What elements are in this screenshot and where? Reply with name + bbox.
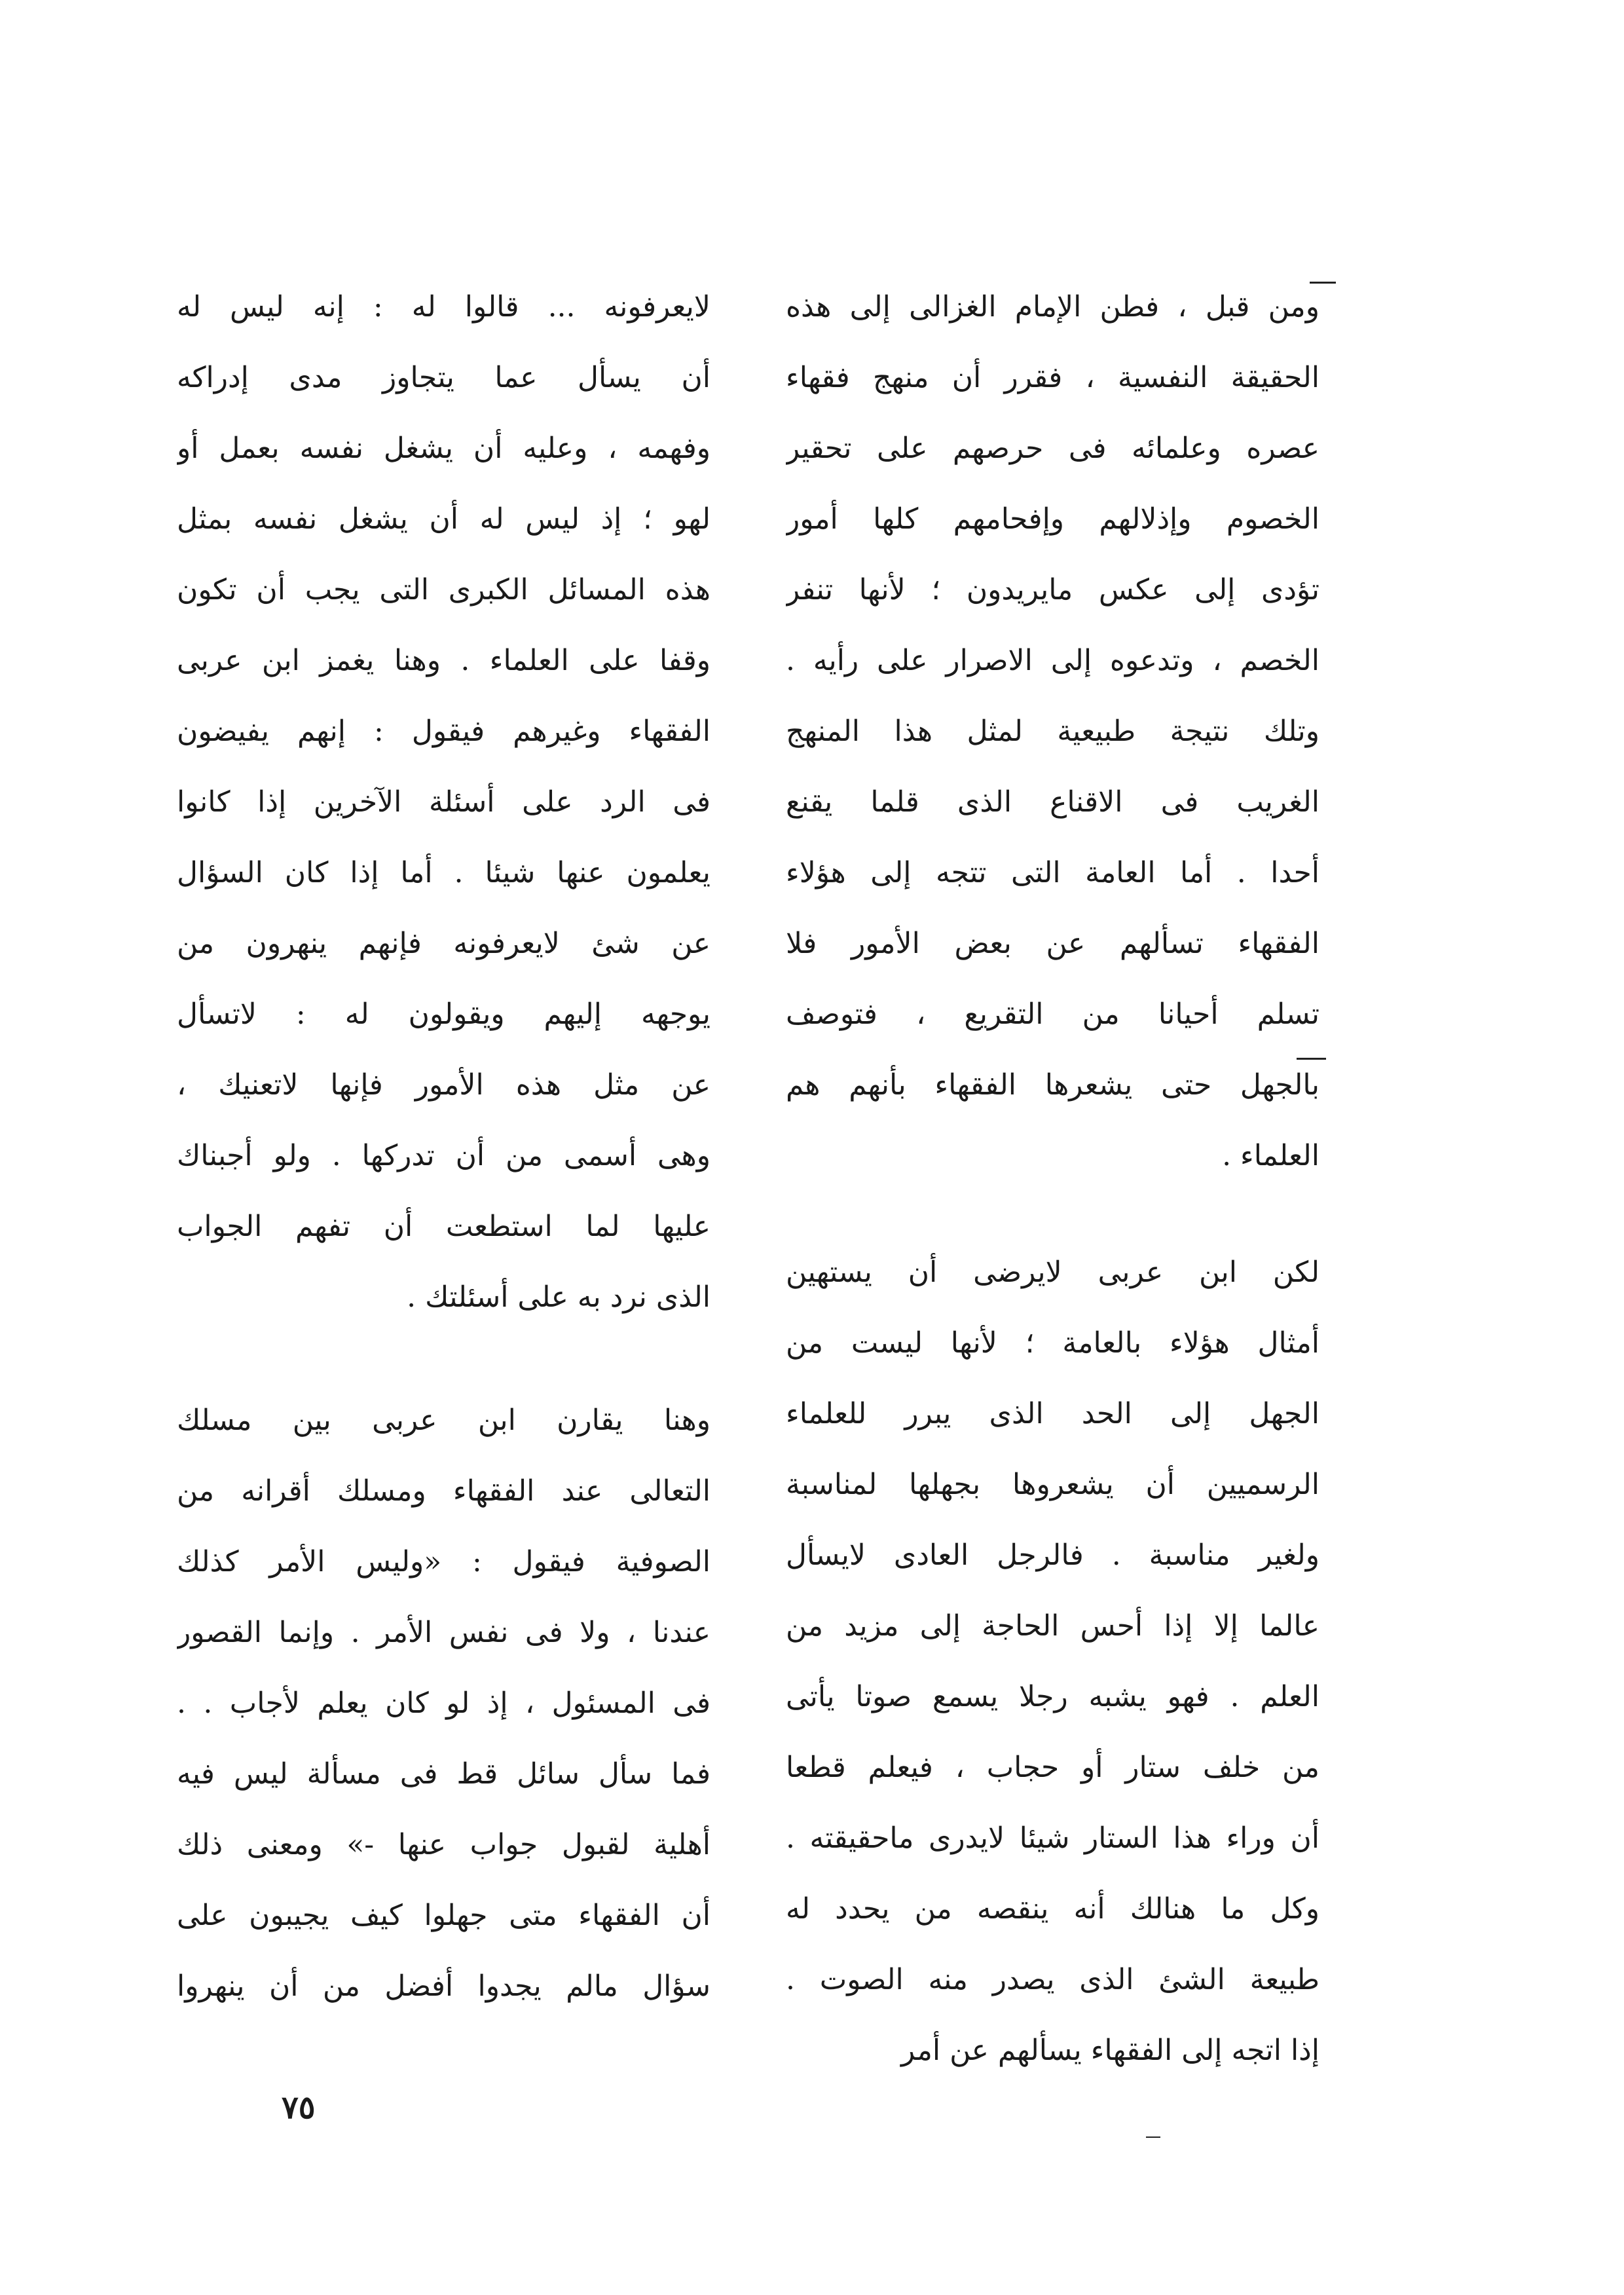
text-line: عالما إلا إذا أحس الحاجة إلى مزيد من [786, 1609, 1320, 1643]
text-line: ومن قبل ، فطن الإمام الغزالى إلى هذه [786, 290, 1320, 324]
text-line: أحدا . أما العامة التى تتجه إلى هؤلاء [786, 856, 1320, 889]
text-line: التعالى عند الفقهاء ومسلك أقرانه من [177, 1474, 710, 1508]
text-line: وقفا على العلماء . وهنا يغمز ابن عربى [177, 644, 710, 677]
left-paragraph-2 [177, 1385, 710, 2022]
text-line: عصره وعلمائه فى حرصهم على تحقير [786, 432, 1320, 465]
scan-mark [1310, 282, 1336, 284]
text-line: وفهمه ، وعليه أن يشغل نفسه بعمل أو [177, 432, 710, 465]
text-line: وهى أسمى من أن تدركها . ولو أجبناك [177, 1139, 710, 1172]
text-line: أن يسأل عما يتجاوز مدى إدراكه [177, 361, 710, 394]
text-line: فى المسئول ، إذ لو كان يعلم لأجاب . . [177, 1687, 710, 1720]
text-line: الذى نرد به على أسئلتك . [407, 1280, 710, 1314]
page-number: ٧٥ [282, 2089, 316, 2126]
text-line: هذه المسائل الكبرى التى يجب أن تكون [177, 573, 710, 606]
right-paragraph-2 [786, 1237, 1320, 2086]
text-line: أمثال هؤلاء بالعامة ؛ لأنها ليست من [786, 1326, 1320, 1360]
text-line: الجهل إلى الحد الذى يبرر للعلماء [786, 1397, 1320, 1430]
left-paragraph-1 [177, 272, 710, 1333]
text-line: لهو ؛ إذ ليس له أن يشغل نفسه بمثل [177, 502, 710, 536]
text-line: فى الرد على أسئلة الآخرين إذا كانوا [177, 785, 710, 819]
text-line: عندنا ، ولا فى نفس الأمر . وإنما القصور [177, 1616, 710, 1649]
left-column [177, 272, 710, 2022]
paragraph-gap [177, 1333, 710, 1385]
text-line: من خلف ستار أو حجاب ، فيعلم قطعا [786, 1751, 1320, 1784]
text-line: لايعرفونه ... قالوا له : إنه ليس له [177, 290, 710, 324]
text-line: أن وراء هذا الستار شيئا لايدرى ماحقيقته . [786, 1821, 1320, 1855]
text-line: طبيعة الشئ الذى يصدر منه الصوت . [786, 1963, 1320, 1996]
scan-mark [1297, 1058, 1326, 1060]
text-line: فما سأل سائل قط فى مسألة ليس فيه [177, 1757, 710, 1791]
scan-mark [1146, 2136, 1160, 2138]
text-line: عن مثل هذه الأمور فإنها لاتعنيك ، [177, 1068, 710, 1102]
text-line: الرسميين أن يشعروها بجهلها لمناسبة [786, 1468, 1320, 1501]
right-column [786, 272, 1320, 2086]
text-line: الغريب فى الاقناع الذى قلما يقنع [786, 785, 1320, 819]
text-line: عن شئ لايعرفونه فإنهم ينهرون من [177, 927, 710, 960]
text-line: الفقهاء وغيرهم فيقول : إنهم يفيضون [177, 715, 710, 748]
text-line: الفقهاء تسألهم عن بعض الأمور فلا [786, 927, 1320, 960]
text-line: وتلك نتيجة طبيعية لمثل هذا المنهج [786, 715, 1320, 748]
text-line: العلم . فهو يشبه رجلا يسمع صوتا يأتى [786, 1680, 1320, 1713]
text-line: بالجهل حتى يشعرها الفقهاء بأنهم هم [786, 1068, 1320, 1102]
text-line: لكن ابن عربى لايرضى أن يستهين [786, 1256, 1320, 1289]
text-line: عليها لما استطعت أن تفهم الجواب [177, 1210, 710, 1243]
text-line: أهلية لقبول جواب عنها -» ومعنى ذلك [177, 1828, 710, 1861]
text-line: تسلم أحيانا من التقريع ، فتوصف [786, 998, 1320, 1031]
text-line: سؤال مالم يجدوا أفضل من أن ينهروا [177, 1969, 710, 2003]
text-line: أن الفقهاء متى جهلوا كيف يجيبون على [177, 1899, 710, 1932]
text-line: تؤدى إلى عكس مايريدون ؛ لأنها تنفر [786, 573, 1320, 606]
text-line: الخصوم وإذلالهم وإفحامهم كلها أمور [786, 502, 1320, 536]
text-line: يعلمون عنها شيئا . أما إذا كان السؤال [177, 856, 710, 889]
text-line: وهنا يقارن ابن عربى بين مسلك [177, 1404, 710, 1437]
text-line: الصوفية فيقول : «وليس الأمر كذلك [177, 1545, 710, 1578]
text-line: ولغير مناسبة . فالرجل العادى لايسأل [786, 1539, 1320, 1572]
text-line: العلماء . [1222, 1139, 1320, 1172]
text-line: الخصم ، وتدعوه إلى الاصرار على رأيه . [786, 644, 1320, 677]
text-line: الحقيقة النفسية ، فقرر أن منهج فقهاء [786, 361, 1320, 394]
text-line: وكل ما هنالك أنه ينقصه من يحدد له [786, 1892, 1320, 1926]
text-line: إذا اتجه إلى الفقهاء يسألهم عن أمر [901, 2034, 1320, 2067]
text-line: يوجهه إليهم ويقولون له : لاتسأل [177, 998, 710, 1031]
paragraph-gap [786, 1191, 1320, 1237]
right-paragraph-1 [786, 272, 1320, 1191]
